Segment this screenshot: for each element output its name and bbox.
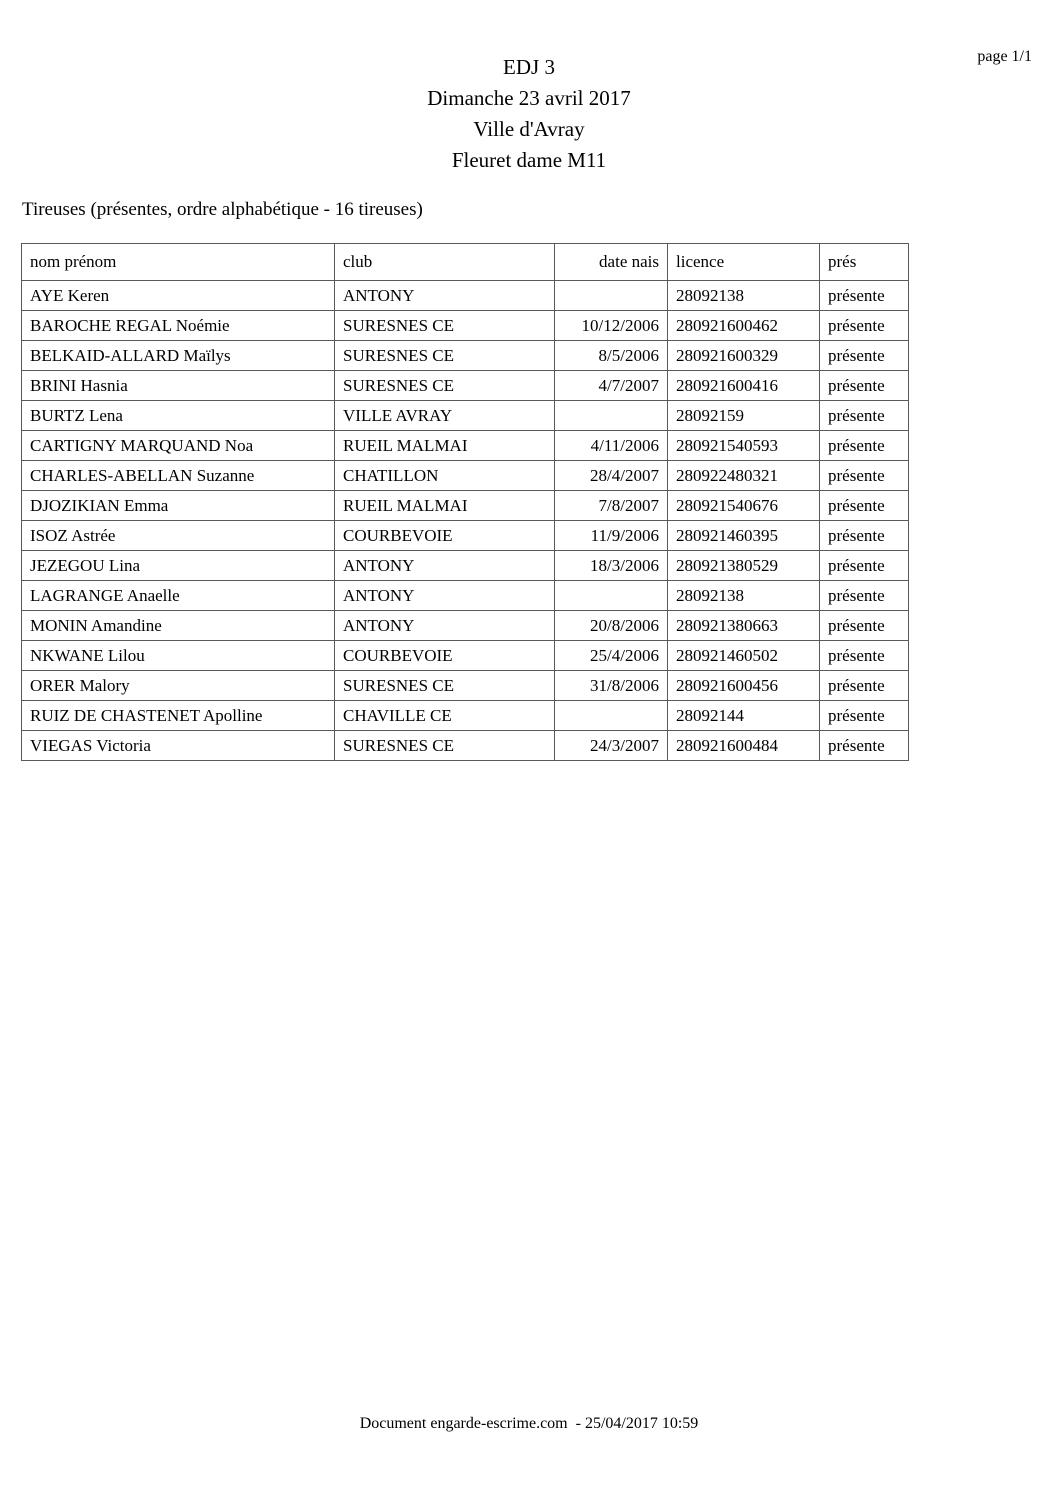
cell-licence: 28092138: [668, 281, 820, 311]
cell-club: COURBEVOIE: [335, 521, 555, 551]
table-row: [22, 551, 909, 581]
cell-date-nais: 18/3/2006: [555, 551, 668, 581]
table-row: [22, 731, 909, 761]
cell-licence: 280921460395: [668, 521, 820, 551]
table-row: [22, 341, 909, 371]
cell-licence: 280921600416: [668, 371, 820, 401]
cell-licence: 280921380663: [668, 611, 820, 641]
cell-nom: RUIZ DE CHASTENET Apolline: [22, 701, 335, 731]
cell-club: ANTONY: [335, 581, 555, 611]
cell-date-nais: 11/9/2006: [555, 521, 668, 551]
cell-pres: présente: [820, 311, 909, 341]
cell-pres: présente: [820, 461, 909, 491]
cell-nom: BAROCHE REGAL Noémie: [22, 311, 335, 341]
cell-pres: présente: [820, 551, 909, 581]
table-row: [22, 671, 909, 701]
cell-licence: 280921380529: [668, 551, 820, 581]
cell-licence: 280921540593: [668, 431, 820, 461]
cell-licence: 280921600456: [668, 671, 820, 701]
cell-club: CHATILLON: [335, 461, 555, 491]
table-row: [22, 701, 909, 731]
cell-pres: présente: [820, 371, 909, 401]
table-row: [22, 281, 909, 311]
cell-club: SURESNES CE: [335, 311, 555, 341]
cell-date-nais: 10/12/2006: [555, 311, 668, 341]
document-footer: Document engarde-escrime.com - 25/04/2017 10:59: [359, 1415, 699, 1432]
cell-club: ANTONY: [335, 551, 555, 581]
cell-club: VILLE AVRAY: [335, 401, 555, 431]
cell-nom: NKWANE Lilou: [22, 641, 335, 671]
cell-nom: DJOZIKIAN Emma: [22, 491, 335, 521]
table-row: [22, 521, 909, 551]
table-row: [22, 641, 909, 671]
column-header-club: club: [335, 244, 555, 281]
cell-pres: présente: [820, 731, 909, 761]
cell-nom: BURTZ Lena: [22, 401, 335, 431]
cell-club: SURESNES CE: [335, 731, 555, 761]
competition-date: Dimanche 23 avril 2017: [427, 86, 631, 110]
cell-nom: ORER Malory: [22, 671, 335, 701]
cell-date-nais: [555, 281, 668, 311]
cell-nom: CARTIGNY MARQUAND Noa: [22, 431, 335, 461]
cell-pres: présente: [820, 581, 909, 611]
cell-nom: VIEGAS Victoria: [22, 731, 335, 761]
cell-date-nais: 8/5/2006: [555, 341, 668, 371]
column-header-licence: licence: [668, 244, 820, 281]
cell-pres: présente: [820, 611, 909, 641]
cell-date-nais: 24/3/2007: [555, 731, 668, 761]
competition-title: EDJ 3: [503, 55, 555, 79]
cell-nom: ISOZ Astrée: [22, 521, 335, 551]
cell-licence: 28092138: [668, 581, 820, 611]
cell-licence: 280921600462: [668, 311, 820, 341]
cell-date-nais: 28/4/2007: [555, 461, 668, 491]
table-row: [22, 401, 909, 431]
table-row: [22, 371, 909, 401]
table-row: [22, 311, 909, 341]
cell-pres: présente: [820, 701, 909, 731]
cell-pres: présente: [820, 641, 909, 671]
cell-club: ANTONY: [335, 611, 555, 641]
page-number: page 1/1: [977, 48, 1032, 65]
cell-club: COURBEVOIE: [335, 641, 555, 671]
section-title: Tireuses (présentes, ordre alphabétique - 16 tireuses): [22, 199, 423, 220]
cell-pres: présente: [820, 491, 909, 521]
cell-date-nais: [555, 401, 668, 431]
cell-club: CHAVILLE CE: [335, 701, 555, 731]
cell-date-nais: [555, 701, 668, 731]
cell-nom: LAGRANGE Anaelle: [22, 581, 335, 611]
column-header-nom: nom prénom: [22, 244, 335, 281]
cell-nom: AYE Keren: [22, 281, 335, 311]
cell-club: SURESNES CE: [335, 671, 555, 701]
cell-pres: présente: [820, 521, 909, 551]
cell-licence: 280922480321: [668, 461, 820, 491]
cell-pres: présente: [820, 281, 909, 311]
table-row: [22, 431, 909, 461]
cell-date-nais: 4/11/2006: [555, 431, 668, 461]
cell-pres: présente: [820, 401, 909, 431]
competition-category: Fleuret dame M11: [451, 148, 607, 172]
cell-pres: présente: [820, 431, 909, 461]
cell-licence: 28092144: [668, 701, 820, 731]
cell-pres: présente: [820, 341, 909, 371]
cell-date-nais: 31/8/2006: [555, 671, 668, 701]
cell-date-nais: [555, 581, 668, 611]
cell-club: ANTONY: [335, 281, 555, 311]
table-row: [22, 611, 909, 641]
cell-date-nais: 20/8/2006: [555, 611, 668, 641]
cell-date-nais: 4/7/2007: [555, 371, 668, 401]
cell-licence: 280921600484: [668, 731, 820, 761]
cell-club: RUEIL MALMAI: [335, 491, 555, 521]
cell-licence: 280921460502: [668, 641, 820, 671]
cell-nom: BRINI Hasnia: [22, 371, 335, 401]
cell-date-nais: 25/4/2006: [555, 641, 668, 671]
cell-club: SURESNES CE: [335, 341, 555, 371]
cell-pres: présente: [820, 671, 909, 701]
competition-location: Ville d'Avray: [473, 117, 585, 141]
cell-licence: 280921540676: [668, 491, 820, 521]
cell-nom: CHARLES-ABELLAN Suzanne: [22, 461, 335, 491]
table-body: [22, 281, 909, 761]
document-header: [0, 52, 1058, 176]
cell-nom: MONIN Amandine: [22, 611, 335, 641]
cell-nom: BELKAID-ALLARD Maïlys: [22, 341, 335, 371]
cell-licence: 280921600329: [668, 341, 820, 371]
column-header-pres: prés: [820, 244, 909, 281]
cell-nom: JEZEGOU Lina: [22, 551, 335, 581]
table-row: [22, 581, 909, 611]
cell-club: RUEIL MALMAI: [335, 431, 555, 461]
cell-club: SURESNES CE: [335, 371, 555, 401]
cell-date-nais: 7/8/2007: [555, 491, 668, 521]
table-row: [22, 491, 909, 521]
table-header-row: [22, 244, 909, 281]
fencers-table: [21, 243, 909, 761]
column-header-date-nais: date nais: [555, 244, 668, 281]
cell-licence: 28092159: [668, 401, 820, 431]
table-row: [22, 461, 909, 491]
